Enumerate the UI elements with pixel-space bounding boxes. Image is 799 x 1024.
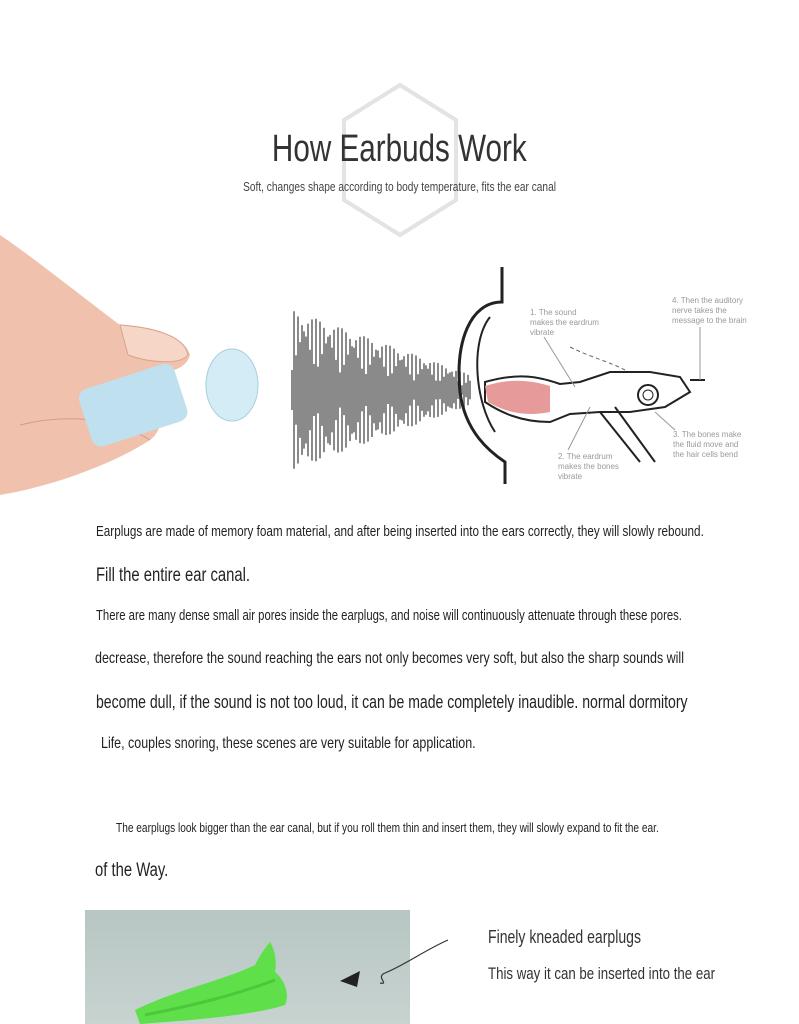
- page-title: How Earbuds Work: [272, 128, 527, 170]
- description-line: Life, couples snoring, these scenes are very suitable for application.: [101, 735, 476, 752]
- description-line: decrease, therefore the sound reaching the ears not only becomes very soft, but also the sharp sounds will: [95, 650, 684, 667]
- description-line: The earplugs look bigger than the ear canal, but if you roll them thin and insert them, they will slowly expand to fit the ear.: [116, 820, 659, 835]
- diagram-label-1: 1. The sound makes the eardrum vibrate: [530, 308, 599, 337]
- description-line: There are many dense small air pores inside the earplugs, and noise will continuously attenuate through these pores.: [96, 608, 682, 624]
- description-heading: of the Way.: [95, 860, 169, 881]
- diagram-label-2: 2. The eardrum makes the bones vibrate: [558, 452, 619, 481]
- diagram-label-4: 4. Then the auditory nerve takes the message to the brain: [672, 296, 747, 325]
- description-line: Earplugs are made of memory foam material, and after being inserted into the ears correctly, they will slowly rebound.: [96, 523, 704, 540]
- page-subtitle: Soft, changes shape according to body temperature, fits the ear canal: [243, 179, 556, 194]
- caption-title: Finely kneaded earplugs: [488, 927, 641, 947]
- caption-text: This way it can be inserted into the ear: [488, 964, 716, 983]
- diagram-label-3: 3. The bones make the fluid move and the hair cells bend: [673, 430, 742, 459]
- description-heading: Fill the entire ear canal.: [96, 565, 251, 586]
- hand-holding-earplug-image: [0, 225, 270, 500]
- arrow-icon: [335, 935, 455, 995]
- description-line: become dull, if the sound is not too loud, it can be made completely inaudible. normal dormitory: [96, 692, 688, 712]
